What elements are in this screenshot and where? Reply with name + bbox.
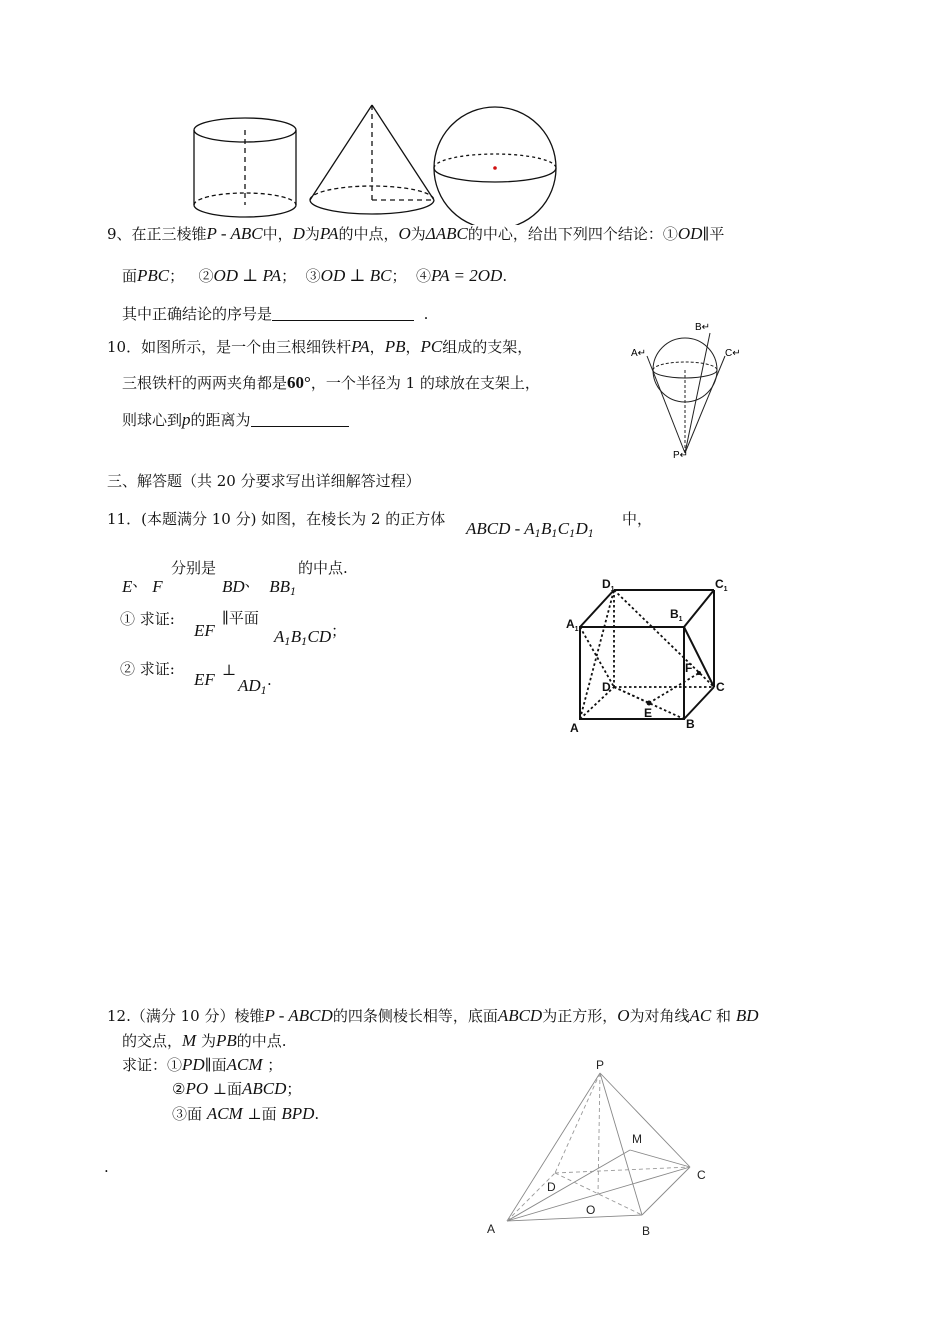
q11-cube: D	[575, 519, 588, 538]
q10-sep: ，	[405, 338, 421, 356]
q11-part2-ad	[238, 670, 272, 702]
q12-edge-pd: PD	[182, 1055, 205, 1074]
q11-sub: 1	[301, 637, 308, 648]
q12-lead: 12.（满分 10 分）棱锥	[107, 1007, 265, 1025]
q11-midpoint: 的中点.	[298, 559, 348, 577]
q10-line2	[122, 373, 540, 393]
q12-proof3	[172, 1104, 319, 1124]
q9-plane-pbc: PBC	[137, 266, 170, 285]
q9-lead: 9、在正三棱锥	[107, 225, 207, 243]
q11-part2-perp: ⊥	[222, 661, 237, 679]
q11-label-d1: $D_1$	[602, 577, 615, 593]
q11-cube-name	[466, 519, 594, 545]
q12-text: 为正方形，	[542, 1007, 618, 1025]
q9-pyramid: P - ABC	[206, 224, 263, 243]
q10-rest: 组成的支架，	[442, 338, 533, 356]
solids-figure	[185, 100, 565, 225]
q11-tail: 中，	[622, 510, 653, 528]
q11-line1	[107, 509, 445, 529]
q12-text: 的四条侧棱长相等，底面	[332, 1007, 498, 1025]
q9-segment-pa: PA	[319, 224, 339, 243]
q11-line2a	[122, 571, 163, 597]
q12-text: 为对角线	[629, 1007, 690, 1025]
q12-label-p: P	[596, 1058, 605, 1072]
q11-cube: B	[541, 519, 552, 538]
q9-text: 中，	[262, 225, 293, 243]
q12-text: 的中点.	[236, 1032, 287, 1050]
q11-sub: 1	[551, 529, 558, 540]
q12-pyramid-figure	[480, 1055, 720, 1240]
q12-point-o: O	[617, 1006, 630, 1025]
q10-line1	[107, 337, 532, 357]
q10-figure	[625, 318, 755, 463]
q12-line1	[107, 1006, 759, 1026]
q12-text: ⊥面	[247, 1105, 277, 1123]
q11-part1-lead: ① 求证:	[120, 610, 175, 628]
q12-label-a: A	[487, 1222, 496, 1236]
q9-parallel: ∥平	[702, 225, 725, 243]
q10-rod-pc: PC	[420, 337, 443, 356]
q11-label-d: D	[602, 680, 611, 694]
q9-sep: ；	[281, 267, 297, 285]
q9-line2	[122, 266, 507, 286]
q12-text: 面	[187, 1105, 203, 1123]
q9-text: 的中心，给出下列四个结论：①	[467, 225, 678, 243]
q10-text: 则球心到	[122, 411, 183, 429]
q12-proof1	[122, 1055, 282, 1075]
q11-point-e: E	[122, 577, 133, 596]
q12-base: ABCD	[497, 1006, 543, 1025]
q12-plane-acm: ACM	[206, 1104, 243, 1123]
q9-num-2: ②	[198, 267, 214, 285]
q11-plane: CD	[307, 627, 332, 646]
q11-label-a1: $A_1$	[566, 617, 579, 633]
q11-sub: 1	[290, 587, 297, 598]
q11-part1-plane	[274, 621, 346, 653]
q11-plane: B	[290, 627, 302, 646]
q11-label-b: B	[686, 717, 695, 731]
q12-diagonal-ac: AC	[689, 1006, 712, 1025]
q11-segment-ef: EF	[194, 670, 215, 689]
q12-segment-po: PO	[185, 1079, 209, 1098]
q9-conclusion-2: OD ⊥ PA	[213, 266, 282, 285]
q10-label-b: B↵	[695, 322, 711, 333]
q11-sub: 1	[587, 529, 595, 540]
q10-angle: 60°	[287, 373, 311, 392]
q9-sep: ；	[391, 267, 407, 285]
q9-dot: .	[502, 267, 508, 285]
q10-sep: ，	[369, 338, 385, 356]
q10-point-p: p	[182, 410, 191, 429]
q12-label-b: B	[642, 1224, 651, 1238]
q11-dot: .	[267, 671, 272, 689]
q10-rod-pa: PA	[351, 337, 370, 356]
q12-label-d: D	[547, 1180, 556, 1194]
q12-text: 的交点，	[122, 1032, 183, 1050]
q12-stray-dot: .	[104, 1158, 109, 1176]
q12-diagonal-bd: BD	[735, 1006, 759, 1025]
q12-point-m: M	[182, 1031, 197, 1050]
q11-cube-figure	[562, 572, 742, 737]
q10-rod-pb: PB	[384, 337, 406, 356]
q9-conclusion-3: OD ⊥ BC	[320, 266, 392, 285]
q11-label-a: A	[570, 721, 579, 735]
q9-end: .	[423, 305, 429, 323]
q11-cube: C	[557, 519, 570, 538]
q12-plane-abcd: ABCD	[242, 1079, 287, 1098]
sphere-shape	[434, 107, 556, 225]
q11-segment-ef: EF	[194, 621, 215, 640]
q12-label-c: C	[697, 1168, 706, 1182]
q11-sep: ；	[331, 622, 347, 640]
q10-lead: 10．如图所示，是一个由三根细铁杆	[107, 338, 352, 356]
q12-label-o: O	[586, 1203, 596, 1217]
q12-num-2: ②	[172, 1080, 186, 1098]
q11-cube: ABCD - A	[466, 519, 535, 538]
q10-line3	[122, 410, 349, 430]
q11-segments	[222, 571, 296, 603]
q11-label-b1: $B_1$	[670, 607, 683, 623]
q9-text: 为	[410, 225, 426, 243]
q12-plane-acm: ACM	[226, 1055, 263, 1074]
q10-label-p: P↵	[673, 450, 689, 461]
q11-sep: 、	[132, 572, 148, 590]
q12-edge-pb: PB	[215, 1031, 237, 1050]
q10-label-a: A↵	[631, 348, 647, 359]
q12-proof2	[172, 1079, 301, 1099]
cone-shape	[310, 105, 434, 214]
q11-label-e: E	[644, 706, 653, 720]
q10-text: 三根铁杆的两两夹角都是	[122, 374, 288, 392]
q11-fenbie: 分别是	[171, 559, 217, 577]
q11-sub: 1	[534, 529, 541, 540]
q9-sep: ；	[169, 267, 185, 285]
q11-label-f: F	[685, 661, 693, 675]
q11-label-c: C	[716, 680, 725, 694]
q12-sep: ；	[286, 1080, 302, 1098]
section-3-heading: 三、解答题（共 20 分要求写出详细解答过程）	[107, 472, 421, 490]
q12-label-m: M	[632, 1132, 642, 1146]
q9-answer-blank[interactable]	[272, 306, 414, 321]
q11-sub: 1	[284, 637, 291, 648]
q9-answer-prompt: 其中正确结论的序号是	[122, 305, 273, 323]
q10-text: 的距离为	[190, 411, 251, 429]
q11-sep: 、	[244, 572, 260, 590]
q12-text: 为	[200, 1032, 216, 1050]
q10-label-c: C↵	[725, 348, 741, 359]
q9-text: 的中点，	[338, 225, 399, 243]
q11-lead: 11．(本题满分 10 分) 如图，在棱长为 2 的正方体	[107, 510, 446, 528]
q11-point-f-dot	[697, 671, 701, 675]
q11-segment-bd: BD	[222, 577, 245, 596]
q11-part1-par: ∥平面	[222, 609, 259, 627]
q12-text: ∥面	[204, 1056, 227, 1074]
q9-triangle: ΔABC	[425, 224, 468, 243]
q9-text: 为	[304, 225, 320, 243]
q9-point-d: D	[292, 224, 305, 243]
q11-point-f: F	[152, 577, 163, 596]
q9-conclusion-4: PA = 2OD	[431, 266, 503, 285]
q12-line2	[122, 1031, 287, 1051]
q12-text: ⊥面	[212, 1080, 243, 1098]
q10-text: ，一个半径为 1 的球放在支架上，	[310, 374, 540, 392]
q11-label-c1: $C_1$	[715, 577, 728, 593]
cylinder-shape	[194, 118, 296, 217]
q12-num-3: ③	[172, 1105, 188, 1123]
q9-line2-lead: 面	[122, 267, 138, 285]
q9-od: OD	[677, 224, 703, 243]
q11-segment-ad1: AD	[238, 676, 261, 695]
q12-text: 和	[716, 1007, 732, 1025]
q12-sep: ；	[267, 1056, 283, 1074]
q9-point-o: O	[398, 224, 411, 243]
q11-point-e-dot	[647, 701, 652, 706]
q11-segment-bb1: BB	[269, 577, 291, 596]
q11-part1	[194, 621, 215, 641]
q9-line3	[122, 304, 428, 324]
q10-answer-blank[interactable]	[251, 412, 349, 427]
q11-plane: A	[274, 627, 285, 646]
q9-num-4: ④	[416, 267, 432, 285]
q9-num-3: ③	[305, 267, 321, 285]
q11-sub: 1	[260, 686, 268, 697]
q12-proof-lead: 求证：①	[122, 1056, 183, 1074]
q11-sub: 1	[569, 529, 576, 540]
q12-dot: .	[314, 1105, 320, 1123]
q12-pyramid: P - ABCD	[264, 1006, 333, 1025]
q11-part2-lead: ② 求证:	[120, 660, 175, 678]
q12-plane-bpd: BPD	[281, 1104, 315, 1123]
sphere-center-dot	[493, 166, 497, 170]
q9-line1	[107, 224, 724, 244]
q11-part2	[194, 670, 215, 690]
